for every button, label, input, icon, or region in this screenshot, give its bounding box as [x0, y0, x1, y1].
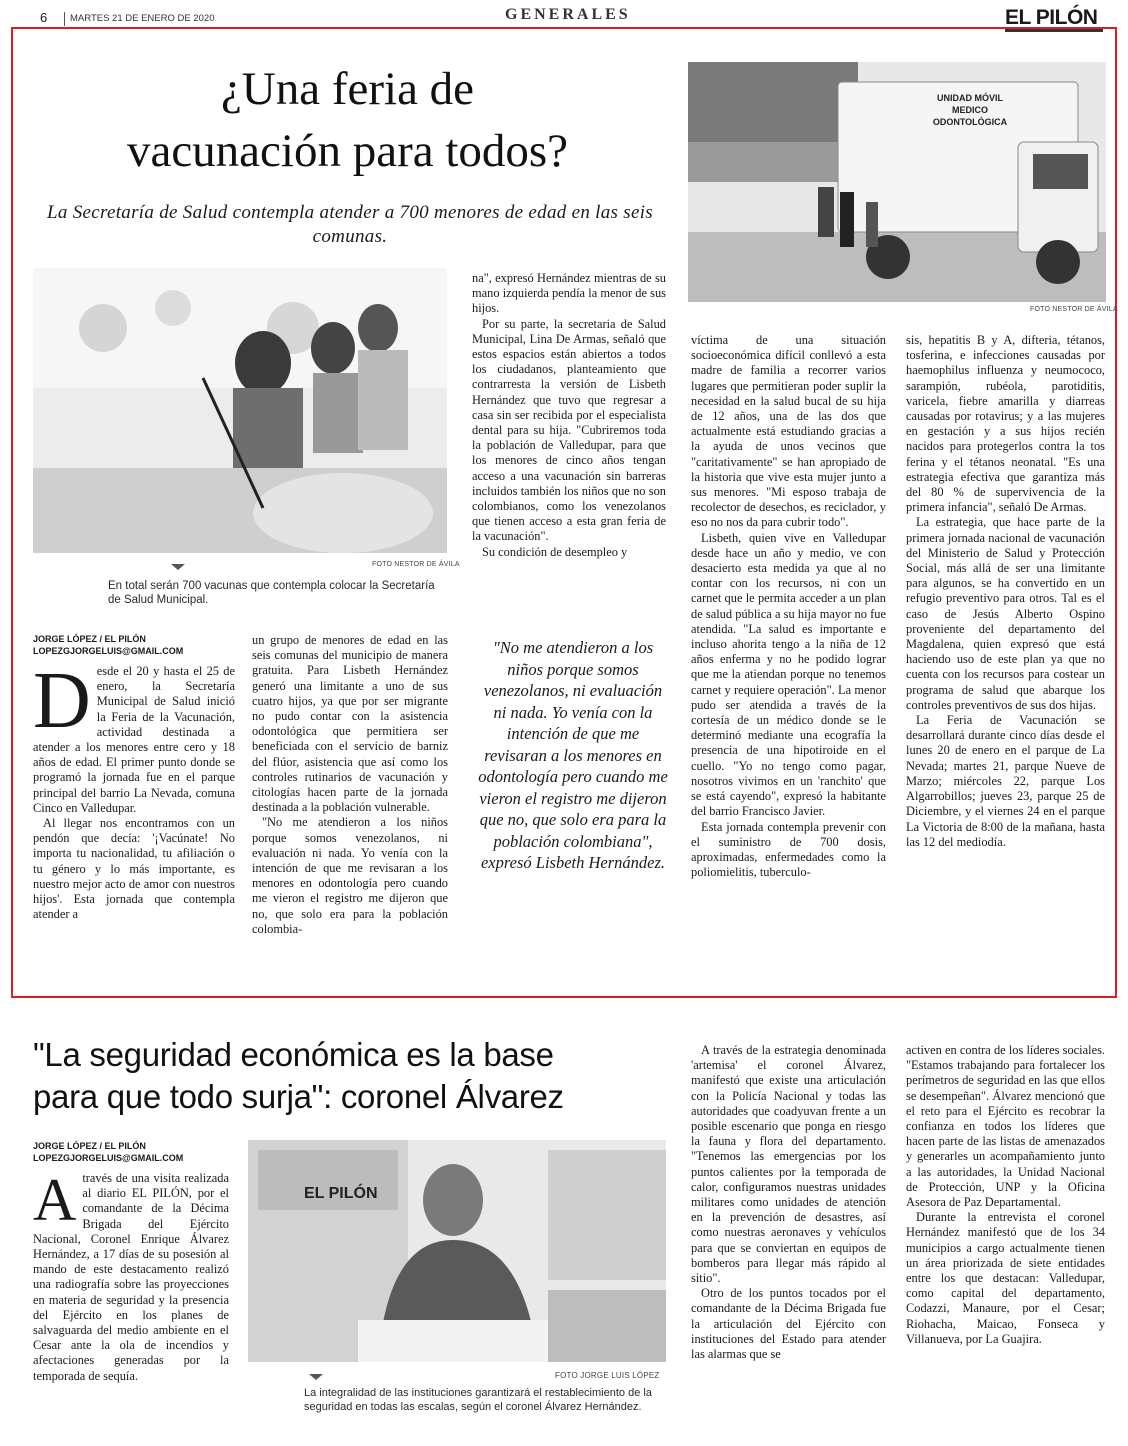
byline-name: JORGE LÓPEZ / EL PILÓN — [33, 1141, 146, 1151]
photo-credit: FOTO JORGE LUIS LÓPEZ — [555, 1371, 660, 1380]
coronel-photo — [248, 1140, 666, 1362]
pull-quote: "No me atendieron a los niños porque somos venezolanos, ni evaluación ni nada. Yo venía con la intención de que me revisaran a los menores en odontología pero cuando me vieron el registro me dijeron que no, que solo era para la población colombiana", expresó Lisbeth Hernández. — [478, 638, 668, 872]
vaccination-photo — [33, 268, 447, 553]
headline-line: para que todo surja": coronel Álvarez — [33, 1078, 564, 1115]
masthead-logo: EL PILÓN — [1005, 6, 1098, 29]
body-text: Durante la entrevista el coronel Hernández manifestó que de los 34 municipios a cargo actualmente tienen un área priorizada de siete entidades entre los que destacan: Valledupar, como capital del departamento, Codazzi, Manaure, por el Cesar; Riohacha, Maicao, Fonseca y Villanueva, por La Guajira. — [906, 1210, 1105, 1346]
section-title: GENERALES — [505, 6, 631, 23]
article1-column-4 — [691, 333, 886, 880]
vaccination-illustration — [33, 268, 447, 553]
article1-column-5 — [906, 333, 1105, 850]
body-text: Otro de los puntos tocados por el comandante de la Décima Brigada fue la articulación del Ejército con instituciones del Estado para atender las alarmas que se — [691, 1286, 886, 1362]
drop-cap: D — [33, 657, 91, 745]
byline — [33, 1140, 183, 1164]
article2-column-4 — [906, 1043, 1105, 1347]
byline — [33, 633, 183, 657]
vehicle-sign-line: UNIDAD MÓVIL — [937, 93, 1003, 103]
body-text: un grupo de menores de edad en las seis comunas del municipio de manera gratuita. Para Lisbeth Hernández generó una limitante a uno de sus cuatro hijos, ya que por ser migrante no pudo contar con la asistencia odontológica que permitiera ser beneficiada con el servicio de barniz del flúor, asistencia que así como los controles rutinarios de vacunación y citologías hacen parte de la jornada destinada a la población vulnerable. — [252, 633, 448, 815]
article1-column-1 — [33, 657, 235, 922]
byline-email: LOPEZGJORGELUIS@GMAIL.COM — [33, 1153, 184, 1163]
photo-caption: En total serán 700 vacunas que contempla colocar la Secretaría de Salud Municipal. — [108, 580, 435, 606]
photo-credit: FOTO NESTOR DE ÁVILA — [1030, 306, 1118, 313]
body-text: Su condición de desempleo y — [482, 544, 628, 559]
byline-email: LOPEZGJORGELUIS@GMAIL.COM — [33, 646, 184, 656]
byline-name: JORGE LÓPEZ / EL PILÓN — [33, 634, 146, 644]
body-text: na", expresó Hernández mientras de su mano izquierda pendía la menor de sus hijos. — [472, 271, 666, 316]
body-text: esde el 20 y hasta el 25 de enero, la Secretaría Municipal de Salud inició la Feria de la Vacunación, actividad destinada a atender a los menores entre cero y 18 años de edad. El primer punto donde se programó la jornada fue en el parque principal del barrio La Nevada, comuna Cinco en Valledupar. — [33, 664, 235, 815]
body-text: La Feria de Vacunación se desarrollará durante cinco días desde el lunes 20 de enero en el parque de La Nevada; martes 21, parque Nueve de Marzo; miércoles 22, parque Los Algarrobillos; jueves 23, parque 25 de Diciembre, y el viernes 24 en el parque La Victoria de 8:00 de la mañana, hasta las 12 del mediodía. — [906, 713, 1105, 849]
ambulance-illustration — [688, 62, 1106, 302]
body-text: La estrategia, que hace parte de la primera jornada nacional de vacunación del Ministerio de Salud y Protección Social, más allá de ser una limitante para algunos, se ha convertido en un refugio preventivo para otros. Tal es el caso de Jesús Alberto Ospino proveniente del departamento del Magdalena, quien expresó que está haciendo uso de este plan ya que no cuenta con los recursos para costear un programa de salud que abarque los controles preventivos de sus dos hijas. — [906, 515, 1105, 712]
article1-column-3 — [472, 271, 666, 560]
caption-caret-icon — [171, 564, 185, 570]
headline-line: ¿Una feria de — [220, 63, 475, 115]
body-text: sis, hepatitis B y A, difteria, tétanos, tosferina, e infecciones causadas por haemophilus influenza y neumococo, sarampión, rubéola, parotiditis, varicela, fiebre amarilla y diarreas causadas por rotavirus; y a las mujeres en gestación y a sus hijos recién nacidos para protegerlos contra la tos ferina y el tétanos neonatal. "Es una estrategia efectiva que garantiza más del 80 % de supervivencia de la primera infancia", señaló De Armas. — [906, 333, 1105, 515]
body-text: víctima de una situación socioeconómica difícil conllevó a esta madre de familia a recorrer varios lugares que permitieran poder suplir la necesidad en la salud bucal de su hija de 12 años, una de las dos que actualmente está estudiando gracias a la ayuda de unos vecinos que "caritativamente" se han apropiado de la historia que vive esta mujer junto a sus menores. "Mi esposo trabaja de recolector de desechos, es reciclador, y eso no nos da para cubrir todo". — [691, 333, 886, 530]
page-date: MARTES 21 DE ENERO DE 2020 — [70, 13, 215, 24]
headline-line: "La seguridad económica es la base — [33, 1036, 554, 1073]
drop-cap: A — [33, 1167, 77, 1233]
vehicle-sign — [920, 92, 1020, 128]
newspaper-logo: EL PILÓN — [304, 1185, 378, 1202]
photo-credit: FOTO NESTOR DE ÁVILA — [372, 561, 460, 568]
body-text: "No me atendieron a los niños porque somos venezolanos, ni evaluación ni nada. Yo venía con la intención de que me revisaran a los menores en odontología pero cuando me vieron el registro me dijeron que no, que solo era para la población colombia- — [252, 815, 448, 936]
caption-caret-icon — [309, 1374, 323, 1380]
vehicle-sign-line: MEDICO — [952, 105, 988, 115]
body-text: Por su parte, la secretaria de Salud Municipal, Lina De Armas, señaló que estos espacios están abiertos a todos los ciudadanos, planteamiento que contrarresta la versión de Lisbeth Hernández que tuvo que regresar a casa sin ser recibida por el especialista dental para su hija. "Cubriremos toda la población de Valledupar, para que los menores de cinco años tengan acceso a una vacunación sin barreras incluidos también los niños que no son colombianos, como los venezolanos que tienen acceso a esta gran feria de la vacunación". — [472, 316, 666, 544]
page-number: 6 — [40, 10, 48, 25]
article1-subhead: La Secretaría de Salud contempla atender a 700 menores de edad en las seis comunas. — [47, 202, 653, 247]
article1-column-2 — [252, 633, 448, 937]
vehicle-sign-line: ODONTOLÓGICA — [932, 117, 1008, 127]
body-text: través de una visita realizada al diario EL PILÓN, por el comandante de la Décima Brigada del Ejército Nacional, Coronel Enrique Álvarez Hernández, a 17 días de su posesión al mando de este destacamento realizó una radiografía sobre las proyecciones en materia de seguridad y la presencia del Ejército en los planes de salvaguarda del medio ambiente en el Cesar ante la ola de incendios y afectaciones generadas por la temporada de sequía. — [33, 1171, 229, 1383]
article2-column-3 — [691, 1043, 886, 1362]
photo-caption: La integralidad de las instituciones garantizará el restablecimiento de la seguridad en todas las escalas, según el coronel Álvarez Hernández. — [304, 1387, 652, 1413]
body-text: Lisbeth, quien vive en Valledupar desde hace un año y medio, ve con desacierto esta medida ya que al no contar con los recursos, ni con un carnet que le permita acceder a un plan de salud pública a su hija mayor no fue atendida. "La salud es importante e incluso ahorita tengo a la niña de 12 años enferma y no he podido lograr que me la atiendan porque no tenemos carnet y requiere operación". La menor pudo ser atendida a través de la cortesía de un médico donde se le determinó mediante una ecografía la presencia de una hipotiroide en el cuello. "Yo no tengo como pagar, nosotros vivimos en un 'ranchito' que se está cayendo", expresó la habitante del barrio Francisco Javier. — [691, 530, 886, 819]
header-divider — [64, 12, 65, 26]
body-text: Al llegar nos encontramos con un pendón que decía: '¡Vacúnate! No importa tu nacionalidad, tu afiliación o tu género y lo más importante, es nuestro mejor acto de amor con nuestros hijos'. Esta jornada que contempla atender a — [33, 816, 235, 922]
body-text: activen en contra de los líderes sociales. "Estamos trabajando para fortalecer los perímetros de seguridad en las que ellos se desempeñan". Álvarez mencionó que el reto para el Ejército es recobrar la confianza en todos los líderes que hacen parte de las listas de amenazados y generarles un acompañamiento junto a las autoridades, la Unidad Nacional de Protección, UNP y la Oficina Asesora de Paz Departamental. — [906, 1043, 1105, 1210]
body-text: A través de la estrategia denominada 'artemisa' el coronel Álvarez, manifestó que existe una articulación con la Policía Nacional y todas las autoridades que coadyuvan frente a un posible escenario que ponga en riesgo la fauna y flora del departamento. "Tenemos las emergencias por los puntos calientes por la temporada de calor, configuramos nuestras unidades militares como unidades de atención en la prevención de desastres, así como nuestras aeronaves y vehículos para que se conviertan en equipos de bomberos para llegar más rápido al sitio". — [691, 1043, 886, 1286]
article2-headline — [33, 1034, 683, 1118]
ambulance-photo — [688, 62, 1106, 302]
headline-line: vacunación para todos? — [126, 125, 569, 177]
body-text: Esta jornada contempla prevenir con el suministro de 700 dosis, aproximadas, enfermedades como la poliomielitis, tuberculo- — [691, 819, 886, 880]
article2-column-1 — [33, 1167, 229, 1384]
article1-headline — [20, 58, 675, 182]
coronel-illustration — [248, 1140, 666, 1362]
